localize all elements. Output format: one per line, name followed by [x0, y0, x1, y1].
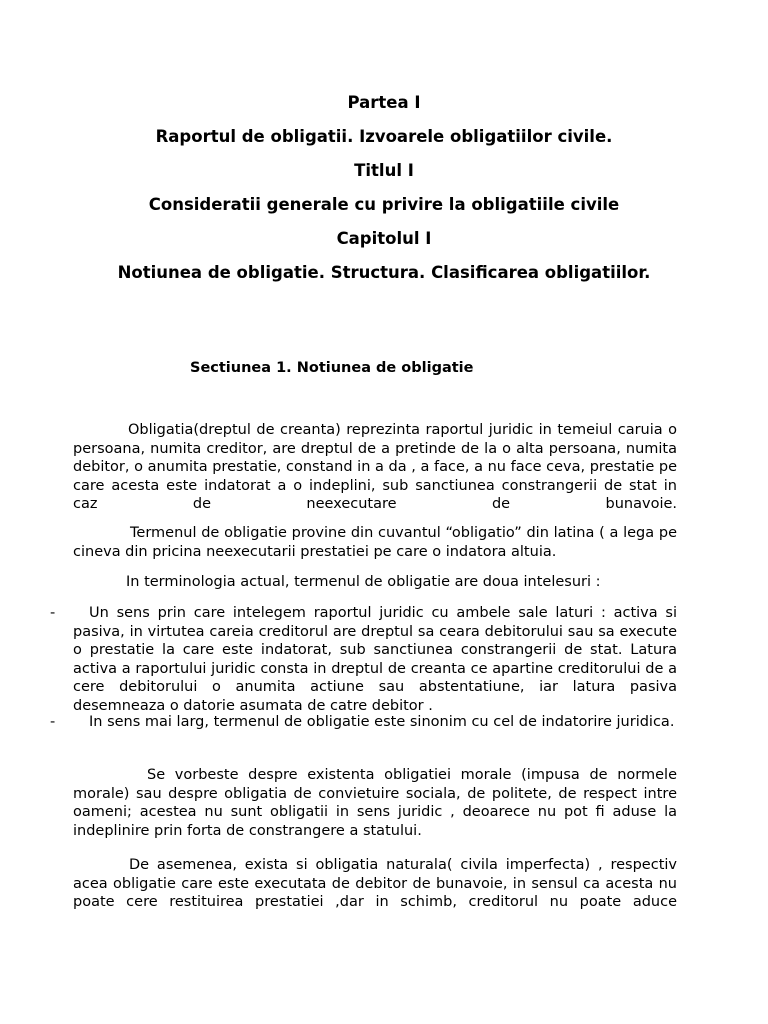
chapter-heading: Capitolul I [336, 229, 432, 248]
chapter-text-heading: Notiunea de obligatie. Structura. Clasificarea obligatiilor. [117, 263, 651, 282]
paragraph-obligatia: Obligatia(dreptul de creanta) reprezinta raportul juridic in temeiul caruia o persoana, numita creditor, are dreptul de a pretinde de la o alta persoana, numita debitor, o anumita prestatie, constand in a da , a face, a nu face ceva, prestatie pe care acesta este indatorat a o indeplini, sub sanctiunea constrangerii de stat in caz de neexecutare de bunavoie. [73, 422, 677, 512]
part-heading: Partea I [347, 93, 421, 112]
part-title-heading: Raportul de obligatii. Izvoarele obligatiilor civile. [155, 127, 613, 146]
bullet-item-larg: In sens mai larg, termenul de obligatie este sinonim cu cel de indatorire juridica. [89, 714, 675, 730]
paragraph-naturala: De asemenea, exista si obligatia naturala( civila imperfecta) , respectiv acea obligatie care este executata de debitor de bunavoie, in sensul ca acesta nu poate cere restituirea prestatiei ,dar in schimb, creditorul nu poate aduce [73, 857, 677, 910]
paragraph-morale: Se vorbeste despre existenta obligatiei morale (impusa de normele morale) sau despre obligatia de convietuire sociala, de politete, de respect intre oameni; acestea nu sunt obligatii in sens juridic , deoarece nu pot fi aduse la indeplinire prin forta de constrangere a statului. [73, 767, 677, 839]
title-heading: Titlul I [354, 161, 414, 180]
bullet-item-sens: Un sens prin care intelegem raportul juridic cu ambele sale laturi : activa si pasiva, in virtutea careia creditorul are dreptul sa ceara debitorului sau sa execute o prestatie la care este indatorat, sub sanctiunea constrangerii de stat. Latura activa a raportului juridic consta in dreptul de creanta ce apartine creditorului de a cere debitorului o anumita actiune sau abstentatiune, iar latura pasiva desemneaza o datorie asumata de catre debitor . [73, 605, 677, 714]
title-text-heading: Consideratii generale cu privire la obligatiile civile [148, 195, 620, 214]
paragraph-terminologia: In terminologia actual, termenul de obligatie are doua intelesuri : [126, 574, 601, 590]
bullet-marker: - [50, 714, 56, 730]
bullet-marker: - [50, 605, 56, 621]
section-title: Sectiunea 1. Notiunea de obligatie [190, 360, 474, 376]
paragraph-termenul: Termenul de obligatie provine din cuvantul “obligatio” din latina ( a lega pe cineva din pricina neexecutarii prestatiei pe care o indatora altuia. [73, 525, 677, 560]
